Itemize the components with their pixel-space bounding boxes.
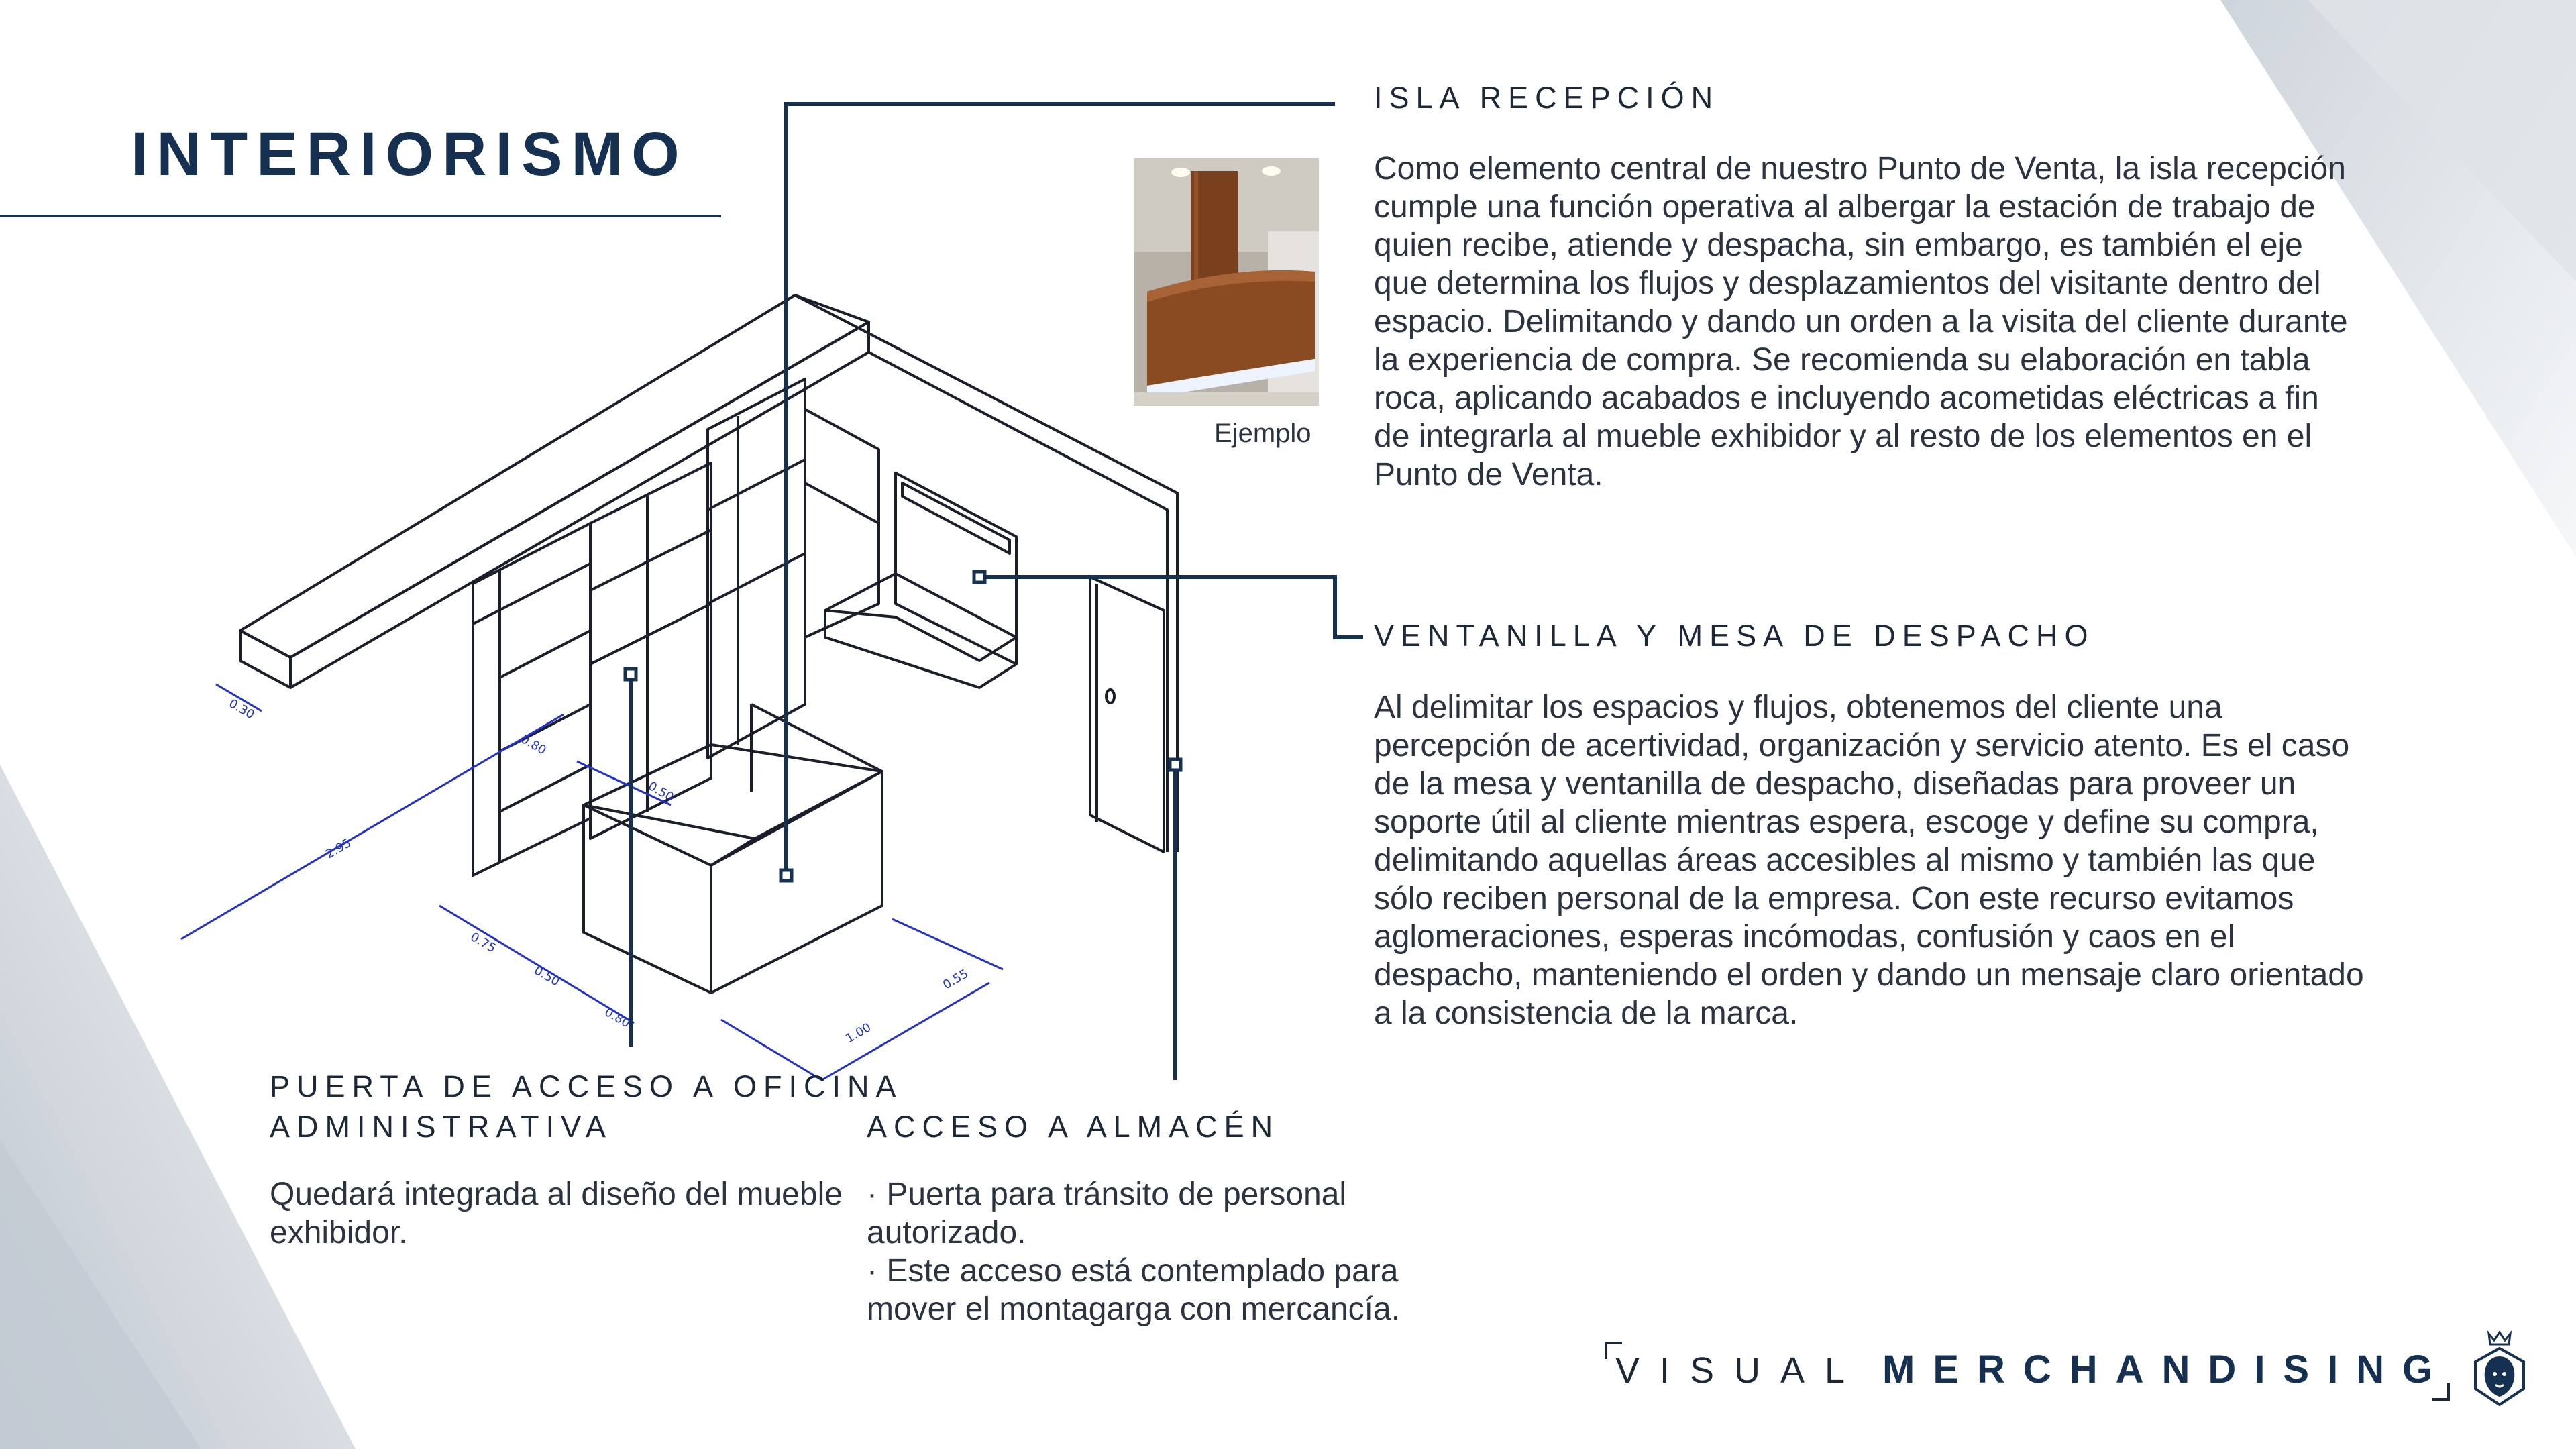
reception-example-photo [1134,158,1319,406]
dimension-label: 0.50 [645,779,676,805]
dimension-label: 0.50 [531,963,562,989]
isla-heading: ISLA RECEPCIÓN [1374,80,1720,115]
dimension-label: 0.30 [226,696,257,722]
dimension-label: 0.75 [468,930,498,956]
door-outline [1090,577,1164,852]
almacen-heading: ACCESO A ALMACÉN [867,1110,1280,1144]
leader-line-ventanilla [979,577,1363,637]
dimension-label: 0.80 [602,1005,633,1031]
list-item: · Este acceso está contemplado para mover el montagarga con mercancía. [867,1253,1401,1327]
footer-brand-bold: MERCHANDISING [1882,1348,2451,1391]
puerta-heading: PUERTA DE ACCESO A OFICINA ADMINISTRATIVA [270,1069,902,1144]
almacen-list [867,1175,1444,1328]
puerta-description: Quedará integrada al diseño del mueble exhibidor. [270,1177,843,1250]
footer-bracket-right [2432,1383,2450,1401]
dimension-label: 0.55 [941,967,971,993]
lion-crest-icon [2469,1327,2530,1407]
shelving-unit [473,523,590,875]
photo-caption: Ejemplo [1214,419,1311,448]
ventanilla-heading: VENTANILLA Y MESA DE DESPACHO [1374,619,2095,653]
ventanilla-description: Al delimitar los espacios y flujos, obtenemos del cliente una percepción de acertividad, organización y servicio atento. Es el caso de la mesa y ventanilla de despacho, diseñadas para proveer un soporte útil al cliente mientras espera, escoge y define su compra, delimitando aquellas áreas accesibles al mismo y también las que sólo reciben personal de la empresa. Con este recurso evitamos aglomeraciones, esperas incómodas, confusión y caos en el despacho, manteniendo el orden y dando un mensaje claro orientado a la consistencia de la marca. [1374,690,2364,1031]
dimension-label: 1.00 [843,1020,874,1046]
dimension-label: 2.95 [323,836,354,862]
dimension-label: 0.80 [518,732,549,758]
page-title: INTERIORISMO [131,120,688,189]
footer-brand-light: VISUAL [1615,1350,1866,1391]
reception-island-top [584,745,882,839]
isla-description: Como elemento central de nuestro Punto de Venta, la isla recepción cumple una función operativa al albergar la estación de trabajo de quien recibe, atiende y despacha, sin embargo, es también el eje que determina los flujos y desplazamientos del visitante dentro del espacio. Delimitando y dando un orden a la visita del cliente durante la experiencia de compra. Se recomienda su elaboración en tabla roca, aplicando acabados e incluyendo acometidas eléctricas a fin de integrarla al mueble exhibidor y al resto de los elementos en el Punto de Venta. [1374,151,2348,492]
list-item: · Puerta para tránsito de personal autorizado. [867,1177,1347,1250]
